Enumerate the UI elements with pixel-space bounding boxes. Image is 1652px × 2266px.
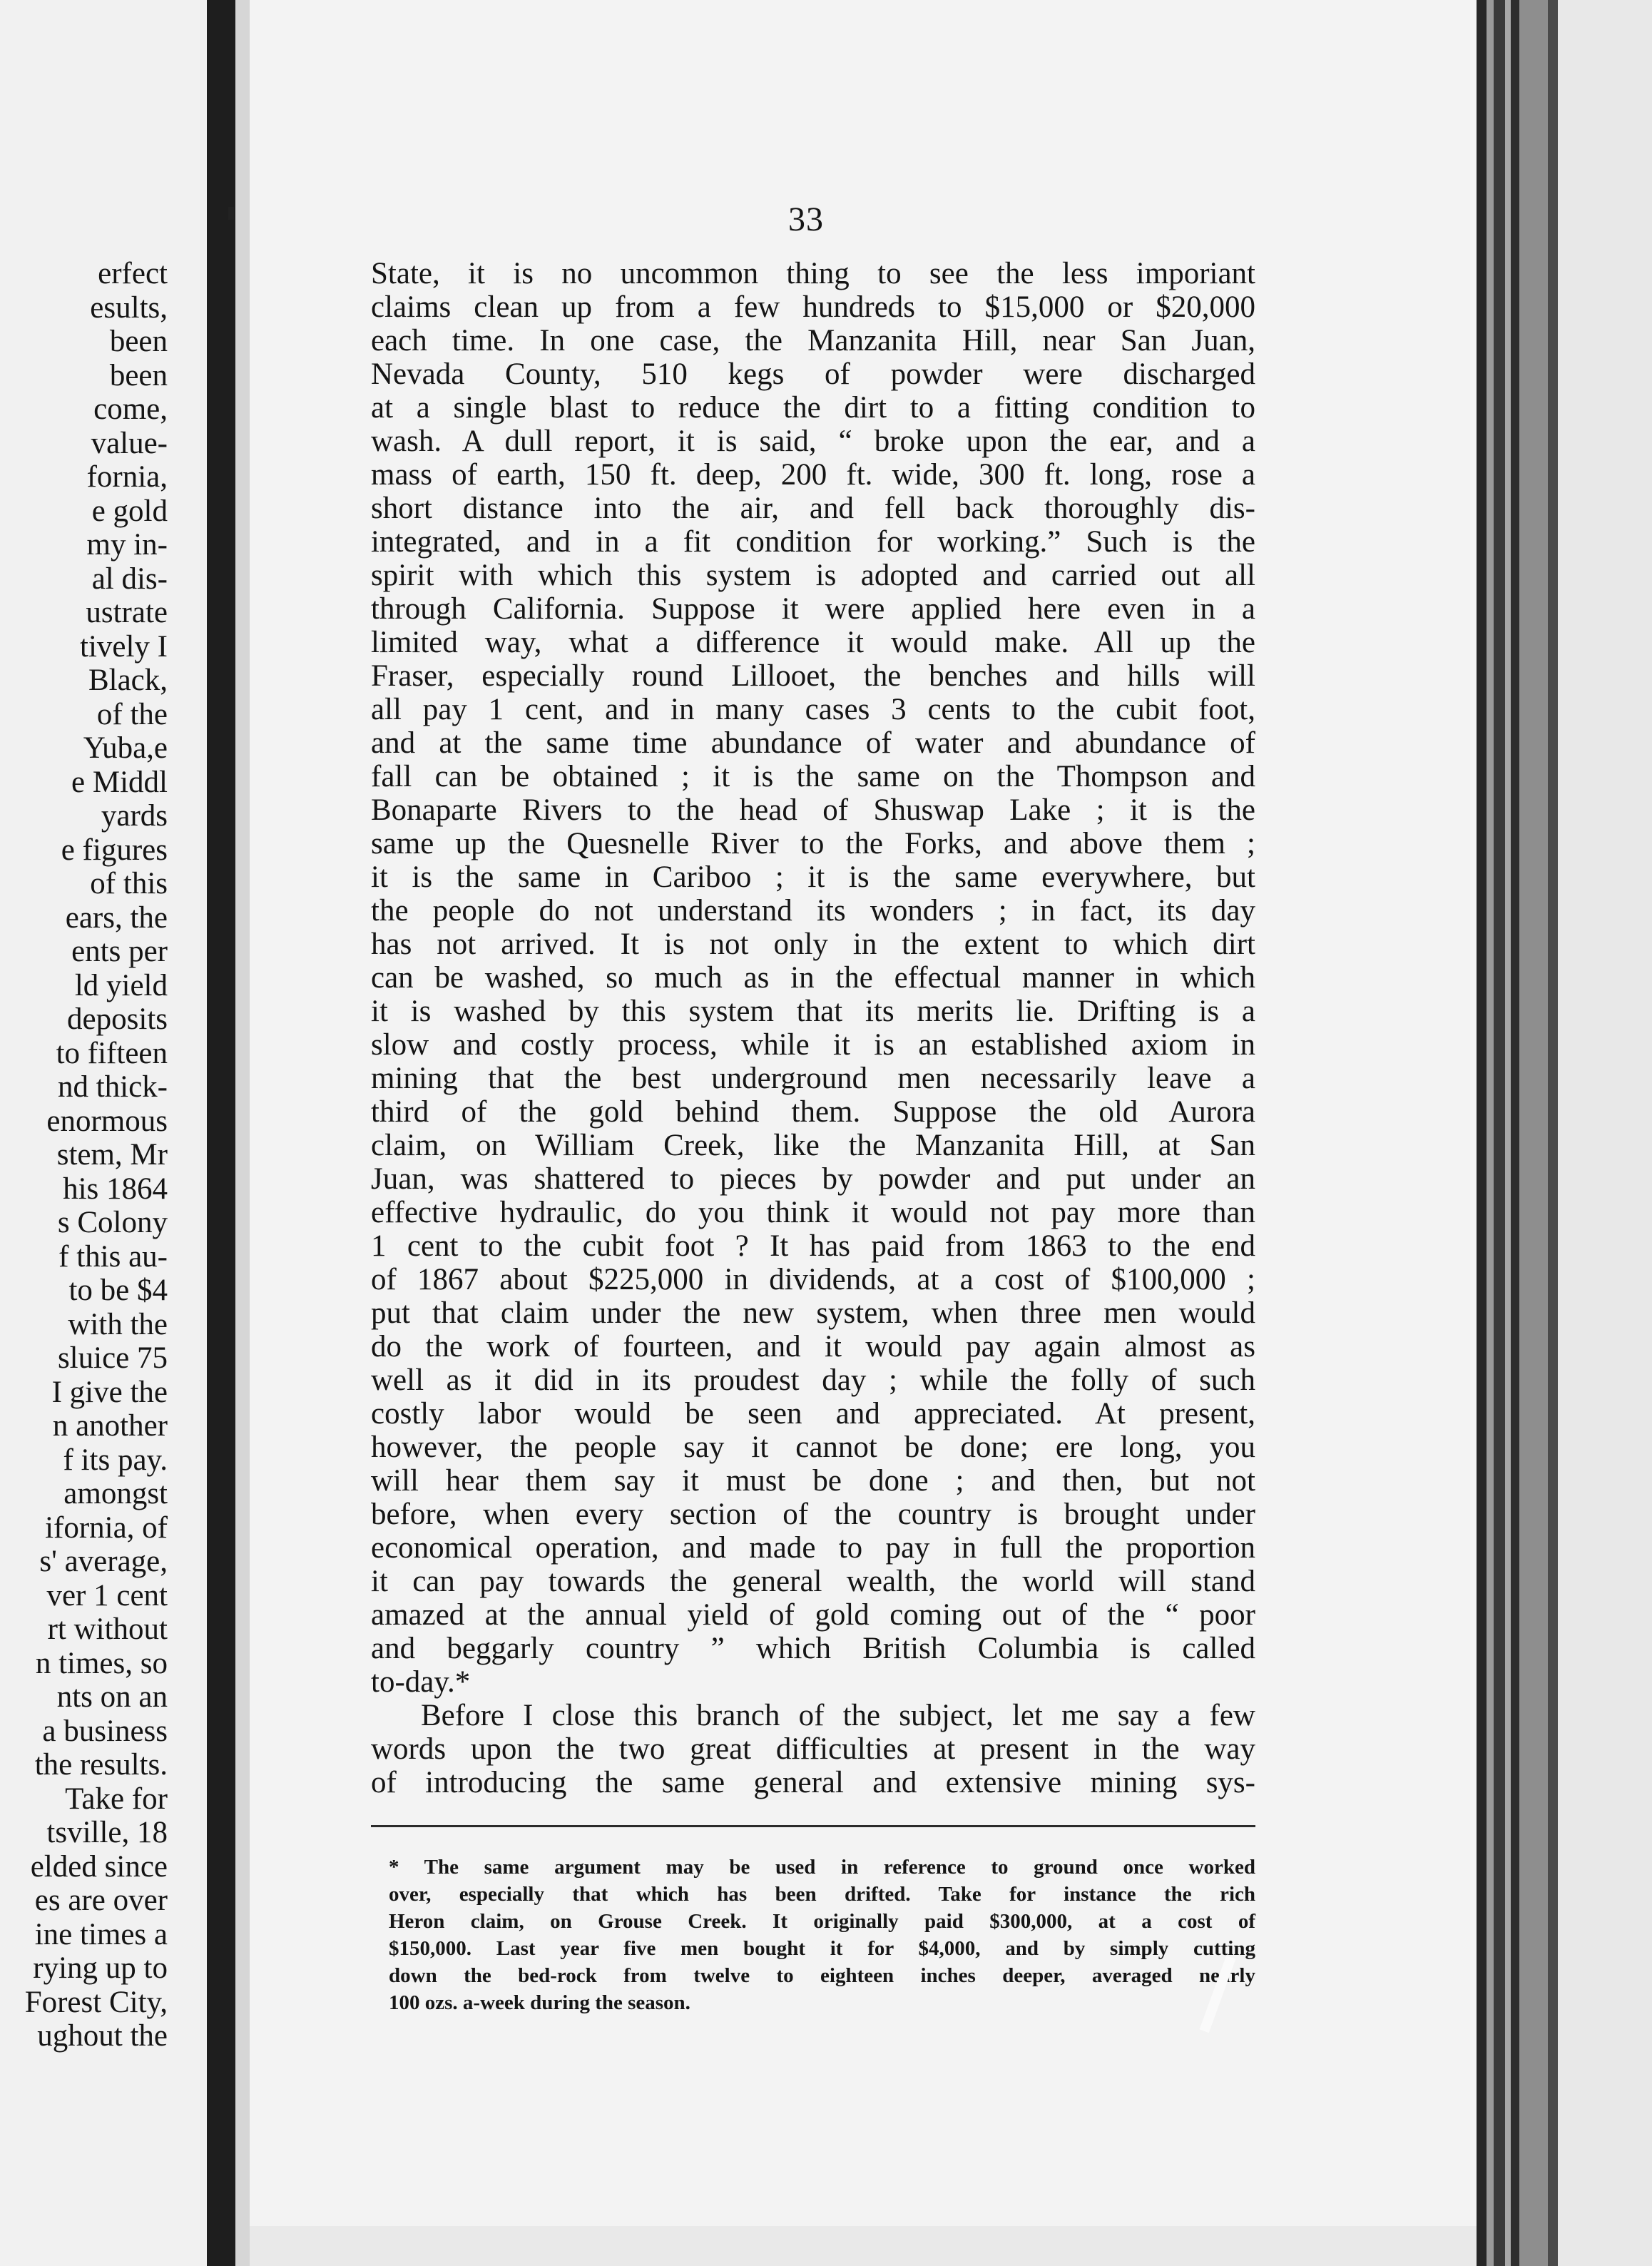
main-text-body: [371, 257, 1255, 1799]
text-line: Bonaparte Rivers to the head of Shuswap Lake ; it is the: [371, 793, 1255, 827]
left-page-line: amongst: [63, 1477, 168, 1510]
text-line: State, it is no uncommon thing to see the less imporiant: [371, 257, 1255, 290]
left-page-line: come,: [93, 392, 168, 426]
left-page-line: value-: [91, 426, 168, 460]
text-line: mining that the best underground men necessarily leave a: [371, 1062, 1255, 1095]
page-number: 33: [788, 200, 824, 238]
left-page-line: e gold: [91, 494, 168, 528]
text-line: at a single blast to reduce the dirt to a fitting condition to: [371, 391, 1255, 425]
text-line: of introducing the same general and extensive mining sys-: [371, 1766, 1255, 1799]
text-line: do the work of fourteen, and it would pay again almost as: [371, 1330, 1255, 1363]
text-line: Nevada County, 510 kegs of powder were discharged: [371, 357, 1255, 391]
left-page-line: fornia,: [86, 460, 168, 494]
book-gutter-shadow: [207, 0, 235, 2266]
left-page-line: erfect: [98, 257, 168, 290]
footnote: [389, 1854, 1255, 2016]
left-page-line: n another: [52, 1409, 168, 1443]
text-line: put that claim under the new system, when three men would: [371, 1296, 1255, 1330]
left-page-line: my in-: [86, 528, 168, 562]
text-line: through California. Suppose it were applied here even in a: [371, 592, 1255, 626]
book-gutter-edge: [235, 0, 250, 2266]
text-line: third of the gold behind them. Suppose the old Aurora: [371, 1095, 1255, 1129]
left-page-line: f its pay.: [63, 1443, 168, 1477]
page-bottom-shade: [250, 2226, 1477, 2266]
left-page-line: tsville, 18: [46, 1816, 168, 1849]
left-page-line: ver 1 cent: [46, 1578, 168, 1612]
text-line: to-day.*: [371, 1665, 471, 1699]
left-page-line: f this au-: [58, 1239, 168, 1274]
book-page-edges: [1477, 0, 1652, 2266]
text-line: wash. A dull report, it is said, “ broke upon the ear, and a: [371, 425, 1255, 458]
left-page-line: a business: [42, 1714, 168, 1748]
left-page-line: e Middl: [71, 765, 168, 799]
text-line: Before I close this branch of the subject, let me say a few: [421, 1699, 1255, 1732]
left-page-line: esults,: [90, 290, 168, 325]
text-line: spirit with which this system is adopted and carried out all: [371, 559, 1255, 592]
text-line: and beggarly country ” which British Columbia is called: [371, 1632, 1255, 1665]
text-line: limited way, what a difference it would make. All up the: [371, 626, 1255, 659]
footnote-line: 100 ozs. a-week during the season.: [389, 1991, 690, 2014]
text-line: before, when every section of the country is brought under: [371, 1498, 1255, 1531]
footnote-line: Heron claim, on Grouse Creek. It originally paid $300,000, at a cost of: [389, 1910, 1255, 1933]
left-page-line: Forest City,: [24, 1985, 168, 2019]
text-line: short distance into the air, and fell back thoroughly dis-: [371, 492, 1255, 525]
text-line: costly labor would be seen and appreciated. At present,: [371, 1397, 1255, 1431]
footnote-rule: [371, 1825, 1255, 1827]
left-page-line: I give the: [51, 1375, 168, 1409]
left-page-line: ears, the: [65, 900, 168, 935]
footnote-line: over, especially that which has been drifted. Take for instance the rich: [389, 1883, 1255, 1906]
left-page-line: e figures: [61, 833, 168, 867]
text-line: words upon the two great difficulties at present in the way: [371, 1732, 1255, 1766]
left-page-line: elded since: [30, 1849, 168, 1884]
left-page-line: to fifteen: [56, 1036, 168, 1070]
text-line: same up the Quesnelle River to the Forks, and above them ;: [371, 827, 1255, 860]
left-page-line: of the: [96, 697, 168, 731]
text-line: Juan, was shattered to pieces by powder and put under an: [371, 1162, 1255, 1196]
left-page-line: ughout the: [37, 2019, 168, 2053]
left-page-line: Black,: [88, 664, 168, 697]
left-page-line: to be $4: [68, 1274, 168, 1307]
text-line: of 1867 about $225,000 in dividends, at a cost of $100,000 ;: [371, 1263, 1255, 1296]
text-line: mass of earth, 150 ft. deep, 200 ft. wide, 300 ft. long, rose a: [371, 458, 1255, 492]
left-page-line: rt without: [47, 1612, 168, 1646]
text-line: all pay 1 cent, and in many cases 3 cents to the cubit foot,: [371, 693, 1255, 726]
text-line: it is washed by this system that its merits lie. Drifting is a: [371, 995, 1255, 1028]
text-line: will hear them say it must be done ; and then, but not: [371, 1464, 1255, 1498]
text-line: slow and costly process, while it is an established axiom in: [371, 1028, 1255, 1062]
text-line: fall can be obtained ; it is the same on the Thompson and: [371, 760, 1255, 793]
text-line: and at the same time abundance of water and abundance of: [371, 726, 1255, 760]
text-line: effective hydraulic, do you think it would not pay more than: [371, 1196, 1255, 1229]
left-page-line: ustrate: [86, 596, 168, 629]
left-page-line: ents per: [71, 935, 168, 968]
left-page-line: the results.: [34, 1748, 168, 1782]
text-line: can be washed, so much as in the effectual manner in which: [371, 961, 1255, 995]
left-page-line: deposits: [67, 1002, 168, 1036]
footnote-line: * The same argument may be used in reference to ground once worked: [389, 1856, 1255, 1879]
left-page-line: s' average,: [39, 1545, 168, 1578]
left-page-line: sluice 75: [57, 1341, 168, 1375]
text-line: integrated, and in a fit condition for working.” Such is the: [371, 525, 1255, 559]
left-page-line: es are over: [34, 1884, 168, 1917]
text-line: claim, on William Creek, like the Manzanita Hill, at San: [371, 1129, 1255, 1162]
left-page-line: Take for: [65, 1782, 168, 1816]
left-page-line: stem, Mr: [56, 1138, 168, 1172]
left-page-line: rying up to: [33, 1951, 168, 1985]
left-page-line: nts on an: [56, 1680, 168, 1714]
text-line: each time. In one case, the Manzanita Hill, near San Juan,: [371, 324, 1255, 357]
left-page-line: ld yield: [74, 968, 168, 1002]
text-line: amazed at the annual yield of gold coming out of the “ poor: [371, 1598, 1255, 1632]
text-line: it can pay towards the general wealth, the world will stand: [371, 1565, 1255, 1598]
text-line: claims clean up from a few hundreds to $15,000 or $20,000: [371, 290, 1255, 324]
text-line: economical operation, and made to pay in full the proportion: [371, 1531, 1255, 1565]
left-page-line: tively I: [80, 629, 168, 664]
left-page-line: yards: [101, 799, 168, 833]
footnote-line: $150,000. Last year five men bought it for $4,000, and by simply cutting: [389, 1937, 1255, 1960]
text-line: 1 cent to the cubit foot ? It has paid from 1863 to the end: [371, 1229, 1255, 1263]
left-page-line: Yuba,e: [83, 731, 168, 765]
text-line: well as it did in its proudest day ; while the folly of such: [371, 1363, 1255, 1397]
ink-speck: [228, 207, 234, 220]
left-page-line: nd thick-: [57, 1070, 168, 1104]
text-line: it is the same in Cariboo ; it is the same everywhere, but: [371, 860, 1255, 894]
left-page-line: his 1864: [63, 1172, 168, 1206]
left-page-line: n times, so: [35, 1646, 168, 1680]
left-page-line: s Colony: [57, 1206, 168, 1239]
left-page-line: ifornia, of: [45, 1510, 168, 1545]
left-page-line: been: [109, 358, 168, 392]
left-page-fragment: [0, 0, 207, 2266]
left-page-line: of this: [90, 867, 168, 900]
text-line: however, the people say it cannot be done; ere long, you: [371, 1431, 1255, 1464]
left-page-line: with the: [68, 1307, 168, 1341]
left-page-line: been: [109, 325, 168, 358]
left-page-line: al dis-: [91, 562, 168, 596]
text-line: has not arrived. It is not only in the extent to which dirt: [371, 928, 1255, 961]
left-page-line: ine times a: [34, 1917, 168, 1951]
footnote-line: down the bed-rock from twelve to eighteen inches deeper, averaged nearly: [389, 1964, 1255, 1987]
left-page-line: enormous: [46, 1104, 168, 1138]
text-line: Fraser, especially round Lillooet, the benches and hills will: [371, 659, 1255, 693]
text-line: the people do not understand its wonders ; in fact, its day: [371, 894, 1255, 928]
